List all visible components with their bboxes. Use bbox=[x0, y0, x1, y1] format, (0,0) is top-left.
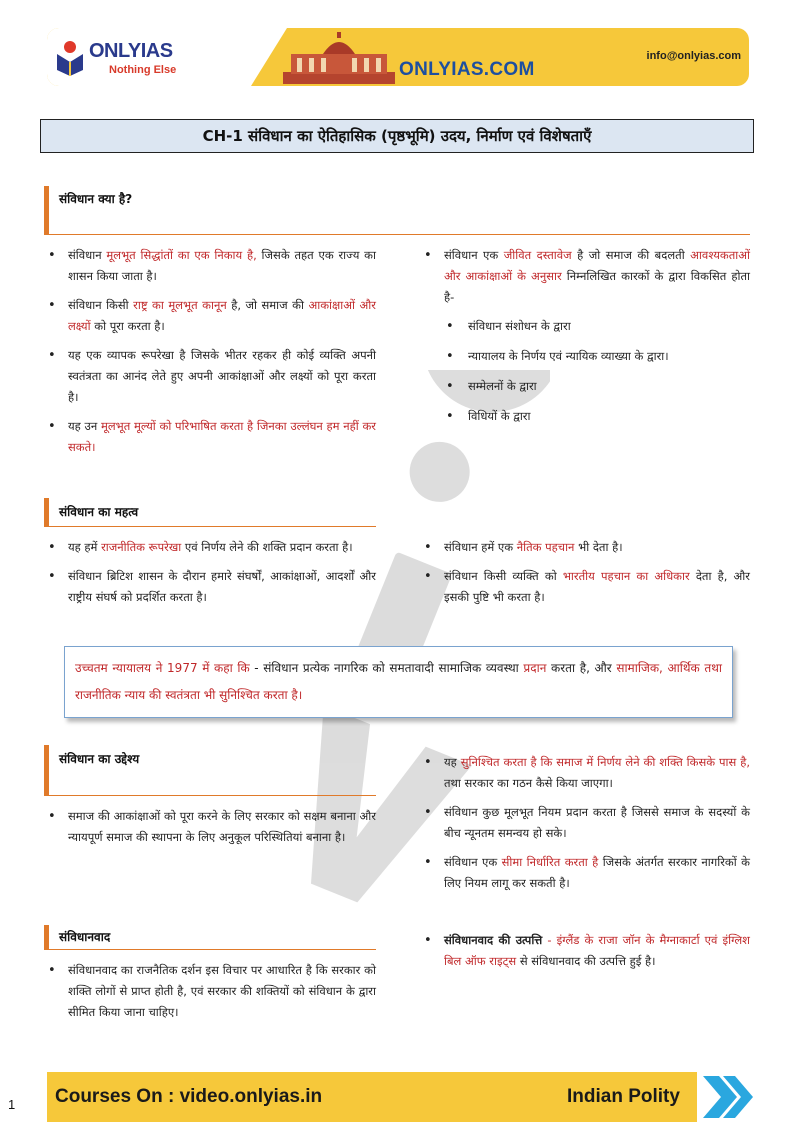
section-heading-objective bbox=[44, 745, 184, 795]
page-footer-banner bbox=[47, 1072, 749, 1122]
highlight-text: मूलभूत मूल्यों को परिभाषित करता है जिनका उल्लंघन हम नहीं कर सकते। bbox=[68, 419, 376, 454]
sub-list-item: • न्यायालय के निर्णय एवं न्यायिक व्याख्या के द्वारा। bbox=[420, 346, 750, 367]
section-divider bbox=[44, 526, 376, 527]
highlight-text: - bbox=[542, 933, 557, 947]
list-item bbox=[44, 566, 376, 608]
list-item: • संविधान कुछ मूलभूत नियम प्रदान करता है जिससे समाज के सदस्यों के बीच न्यूनतम समन्वय हो सके। bbox=[420, 802, 750, 844]
highlight-text: मूलभूत सिद्धांतों का एक निकाय है, bbox=[106, 248, 257, 262]
importance-left-list bbox=[44, 537, 376, 616]
page-number: 1 bbox=[8, 1097, 16, 1112]
highlight-text: सीमा निर्धारित करता है bbox=[501, 855, 599, 869]
list-item: • समाज की आकांक्षाओं को पूरा करने के लिए सरकार को सक्षम बनाना और न्यायपूर्ण समाज की स्थापना के लिए अनुकूल परिस्थितियां बनाना है। bbox=[44, 806, 376, 848]
list-item bbox=[44, 345, 376, 408]
highlight-text: नैतिक पहचान bbox=[516, 540, 575, 554]
text: निम्नलिखित कारकों के द्वारा विकसित होता है- bbox=[444, 269, 751, 304]
text: संविधान किसी व्यक्ति को bbox=[444, 569, 563, 583]
text: यह एक व्यापक रूपरेखा है जिसके भीतर रहकर ही कोई व्यक्ति अपनी स्वतंत्रता का आनंद लेते हुए अपनी आकांक्षाओं और लक्ष्यों को पूरा करता है। bbox=[68, 348, 376, 404]
text: यह bbox=[444, 755, 461, 769]
text: देता है, और इसकी पुष्टि भी करता है। bbox=[444, 569, 750, 604]
sub-list-item: • सम्मेलनों के द्वारा bbox=[420, 376, 750, 397]
section-divider bbox=[44, 795, 376, 796]
site-name: ONLYIAS.COM bbox=[399, 59, 535, 80]
highlight-text: राष्ट्र का मूलभूत कानून bbox=[133, 298, 227, 312]
supreme-court-note-box bbox=[64, 646, 733, 718]
onlyias-logo-icon bbox=[55, 40, 85, 76]
list-item bbox=[44, 537, 376, 558]
text: जिसके अंतर्गत सरकार नागरिकों के लिए नियम लागू कर सकती है। bbox=[444, 855, 750, 890]
what-is-left-list bbox=[44, 245, 376, 466]
text: यह हमें bbox=[68, 540, 102, 554]
list-item bbox=[420, 930, 750, 972]
text: संविधान हमें एक bbox=[444, 540, 517, 554]
text: संविधान एक bbox=[444, 248, 504, 262]
list-item: • संविधानवाद का राजनैतिक दर्शन इस विचार पर आधारित है कि सरकार को शक्ति लोगों से प्राप्त होती है, एवं सरकार की शक्तियों को संविधान के द्वारा सीमित किया जाना चाहिए। bbox=[44, 960, 376, 1023]
text: से संविधानवाद की उत्पत्ति हुई है। bbox=[516, 954, 656, 968]
text: को पूरा करता है। bbox=[90, 319, 165, 333]
list-item bbox=[44, 245, 376, 287]
logo-tagline: Nothing Else bbox=[109, 64, 177, 76]
section-heading-text: संविधान का उद्देश्य bbox=[59, 752, 140, 766]
bold-text: संविधानवाद की उत्पत्ति bbox=[444, 933, 543, 947]
list-item bbox=[420, 566, 750, 608]
highlight-text: आकांक्षाओं और लक्ष्यों bbox=[68, 298, 376, 333]
sub-list-item: • विधियों के द्वारा bbox=[420, 406, 750, 427]
chevron-right-icon bbox=[697, 1072, 757, 1122]
text: है, जो समाज की bbox=[226, 298, 309, 312]
text: तथा सरकार का गठन कैसे किया जाएगा। bbox=[444, 776, 613, 790]
contact-email: info@onlyias.com bbox=[646, 50, 741, 62]
importance-right-list bbox=[420, 537, 750, 616]
highlight-text: भारतीय पहचान का अधिकार bbox=[562, 569, 690, 583]
courses-link-text: Courses On : video.onlyias.in bbox=[55, 1086, 323, 1107]
objective-left-list bbox=[44, 806, 376, 856]
constitutionalism-left-list bbox=[44, 960, 376, 1031]
text: यह उन bbox=[68, 419, 101, 433]
sub-list-item: • संविधान संशोधन के द्वारा bbox=[420, 316, 750, 337]
list-item bbox=[420, 245, 750, 308]
text: - संविधान प्रत्येक नागरिक को समतावादी सामाजिक व्यवस्था bbox=[249, 661, 524, 675]
page-header-banner bbox=[47, 28, 749, 86]
subject-label: Indian Polity bbox=[567, 1086, 680, 1107]
constitutionalism-right-list bbox=[420, 930, 750, 980]
section-heading-importance bbox=[44, 498, 184, 526]
list-item bbox=[420, 852, 750, 894]
section-heading-constitutionalism bbox=[44, 925, 164, 949]
list-item bbox=[420, 537, 750, 558]
text: संविधान ब्रिटिश शासन के दौरान हमारे संघर्षों, आकांक्षाओं, आदर्शों और राष्ट्रीय संघर्ष को प्रदर्शित करता है। bbox=[68, 569, 376, 604]
highlight-text: राजनीतिक रूपरेखा bbox=[101, 540, 182, 554]
highlight-text: जीवित दस्तावेज bbox=[503, 248, 572, 262]
list-item bbox=[420, 752, 750, 794]
text: करता है, और bbox=[546, 661, 617, 675]
section-divider bbox=[44, 949, 376, 950]
objective-right-list bbox=[420, 752, 750, 902]
text: है जो समाज की बदलती bbox=[571, 248, 691, 262]
text: संविधान bbox=[68, 248, 107, 262]
text: जिसके तहत एक राज्य का शासन किया जाता है। bbox=[68, 248, 376, 283]
section-heading-text: संविधान क्या है? bbox=[59, 192, 133, 206]
text: संविधान किसी bbox=[68, 298, 134, 312]
list-item bbox=[44, 295, 376, 337]
section-divider bbox=[44, 234, 750, 235]
what-is-right-list bbox=[420, 245, 750, 436]
highlight-text: सामाजिक, आर्थिक तथा राजनीतिक न्याय की स्वतंत्रता भी सुनिश्चित करता है। bbox=[75, 661, 722, 702]
section-heading-what-is bbox=[44, 186, 194, 234]
highlight-text: आवश्यकताओं और आकांक्षाओं के अनुसार bbox=[444, 248, 750, 283]
logo-text: ONLYIAS bbox=[89, 40, 173, 62]
highlight-text: इंग्लैंड के राजा जॉन के मैग्नाकार्टा एवं इंग्लिश बिल ऑफ राइट्स bbox=[444, 933, 750, 968]
supreme-court-building-icon bbox=[283, 32, 395, 84]
text: एवं निर्णय लेने की शक्ति प्रदान करता है। bbox=[181, 540, 353, 554]
chapter-title: CH-1 संविधान का ऐतिहासिक (पृष्ठभूमि) उदय, निर्माण एवं विशेषताएँ bbox=[40, 119, 754, 153]
section-heading-text: संविधानवाद bbox=[59, 930, 111, 944]
highlight-text: प्रदान bbox=[523, 661, 547, 675]
text: भी देता है। bbox=[574, 540, 623, 554]
list-item bbox=[44, 416, 376, 458]
highlight-text: सुनिश्चित करता है कि समाज में निर्णय लेने की शक्ति किसके पास है, bbox=[460, 755, 750, 769]
highlight-text: उच्चतम न्यायालय ने 1977 में कहा कि bbox=[75, 661, 250, 675]
text: संविधान एक bbox=[444, 855, 502, 869]
section-heading-text: संविधान का महत्व bbox=[59, 505, 139, 519]
